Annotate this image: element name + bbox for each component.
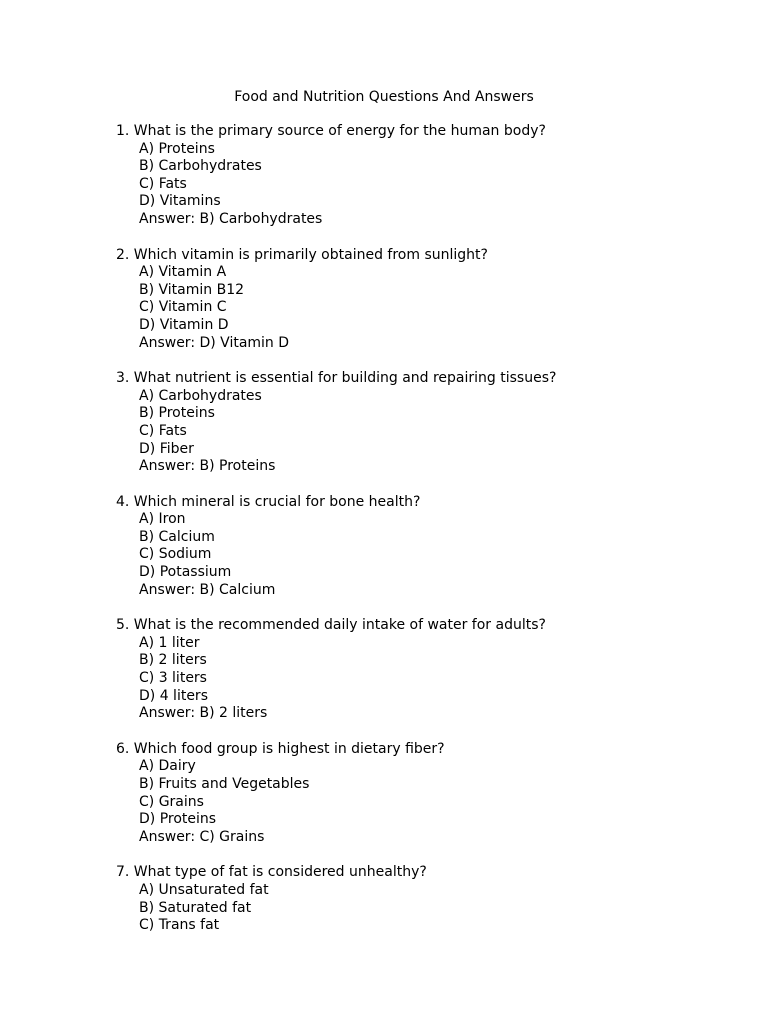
answer-line: Answer: D) Vitamin D (139, 334, 290, 351)
question-text: 3. What nutrient is essential for building and repairing tissues? (116, 370, 557, 387)
option-d: D) Fiber (139, 440, 194, 457)
question-text: 6. Which food group is highest in dietary fiber? (116, 740, 445, 757)
option-d: D) Potassium (139, 564, 232, 581)
question-7 (116, 864, 736, 934)
option-c: C) Sodium (139, 546, 212, 563)
option-c: C) Vitamin C (139, 299, 227, 316)
option-a: A) Dairy (139, 758, 196, 775)
option-a: A) Iron (139, 511, 186, 528)
option-c: C) Grains (139, 793, 204, 810)
document-title: Food and Nutrition Questions And Answers (234, 89, 534, 105)
question-3 (116, 370, 736, 476)
option-a: A) Unsaturated fat (139, 881, 269, 898)
option-d: D) Vitamin D (139, 316, 229, 333)
option-b: B) Vitamin B12 (139, 281, 245, 298)
answer-line: Answer: B) Calcium (139, 581, 276, 598)
option-a: A) Carbohydrates (139, 387, 262, 404)
option-c: C) Trans fat (139, 917, 220, 934)
option-d: D) Proteins (139, 811, 217, 828)
option-b: B) 2 liters (139, 652, 207, 669)
option-b: B) Calcium (139, 528, 215, 545)
option-b: B) Carbohydrates (139, 158, 262, 175)
option-b: B) Saturated fat (139, 899, 252, 916)
option-a: A) Vitamin A (139, 264, 227, 281)
answer-line: Answer: B) 2 liters (139, 705, 268, 722)
question-text: 1. What is the primary source of energy for the human body? (116, 123, 546, 139)
option-d: D) 4 liters (139, 687, 208, 704)
option-d: D) Vitamins (139, 193, 221, 210)
answer-line: Answer: B) Proteins (139, 458, 276, 475)
answer-line: Answer: B) Carbohydrates (139, 210, 323, 227)
option-c: C) Fats (139, 422, 187, 439)
question-text: 4. Which mineral is crucial for bone health? (116, 493, 421, 510)
question-text: 7. What type of fat is considered unhealthy? (116, 864, 427, 881)
option-c: C) 3 liters (139, 670, 207, 687)
option-a: A) Proteins (139, 140, 215, 157)
question-list (116, 123, 736, 953)
question-text: 2. Which vitamin is primarily obtained from sunlight? (116, 246, 488, 263)
answer-line: Answer: C) Grains (139, 828, 265, 845)
option-b: B) Proteins (139, 405, 215, 422)
question-6 (116, 741, 736, 847)
option-a: A) 1 liter (139, 634, 200, 651)
question-text: 5. What is the recommended daily intake of water for adults? (116, 617, 546, 634)
question-4 (116, 494, 736, 600)
option-b: B) Fruits and Vegetables (139, 776, 310, 792)
question-5 (116, 617, 736, 723)
question-2 (116, 247, 736, 353)
question-1 (116, 123, 736, 229)
option-c: C) Fats (139, 175, 187, 192)
